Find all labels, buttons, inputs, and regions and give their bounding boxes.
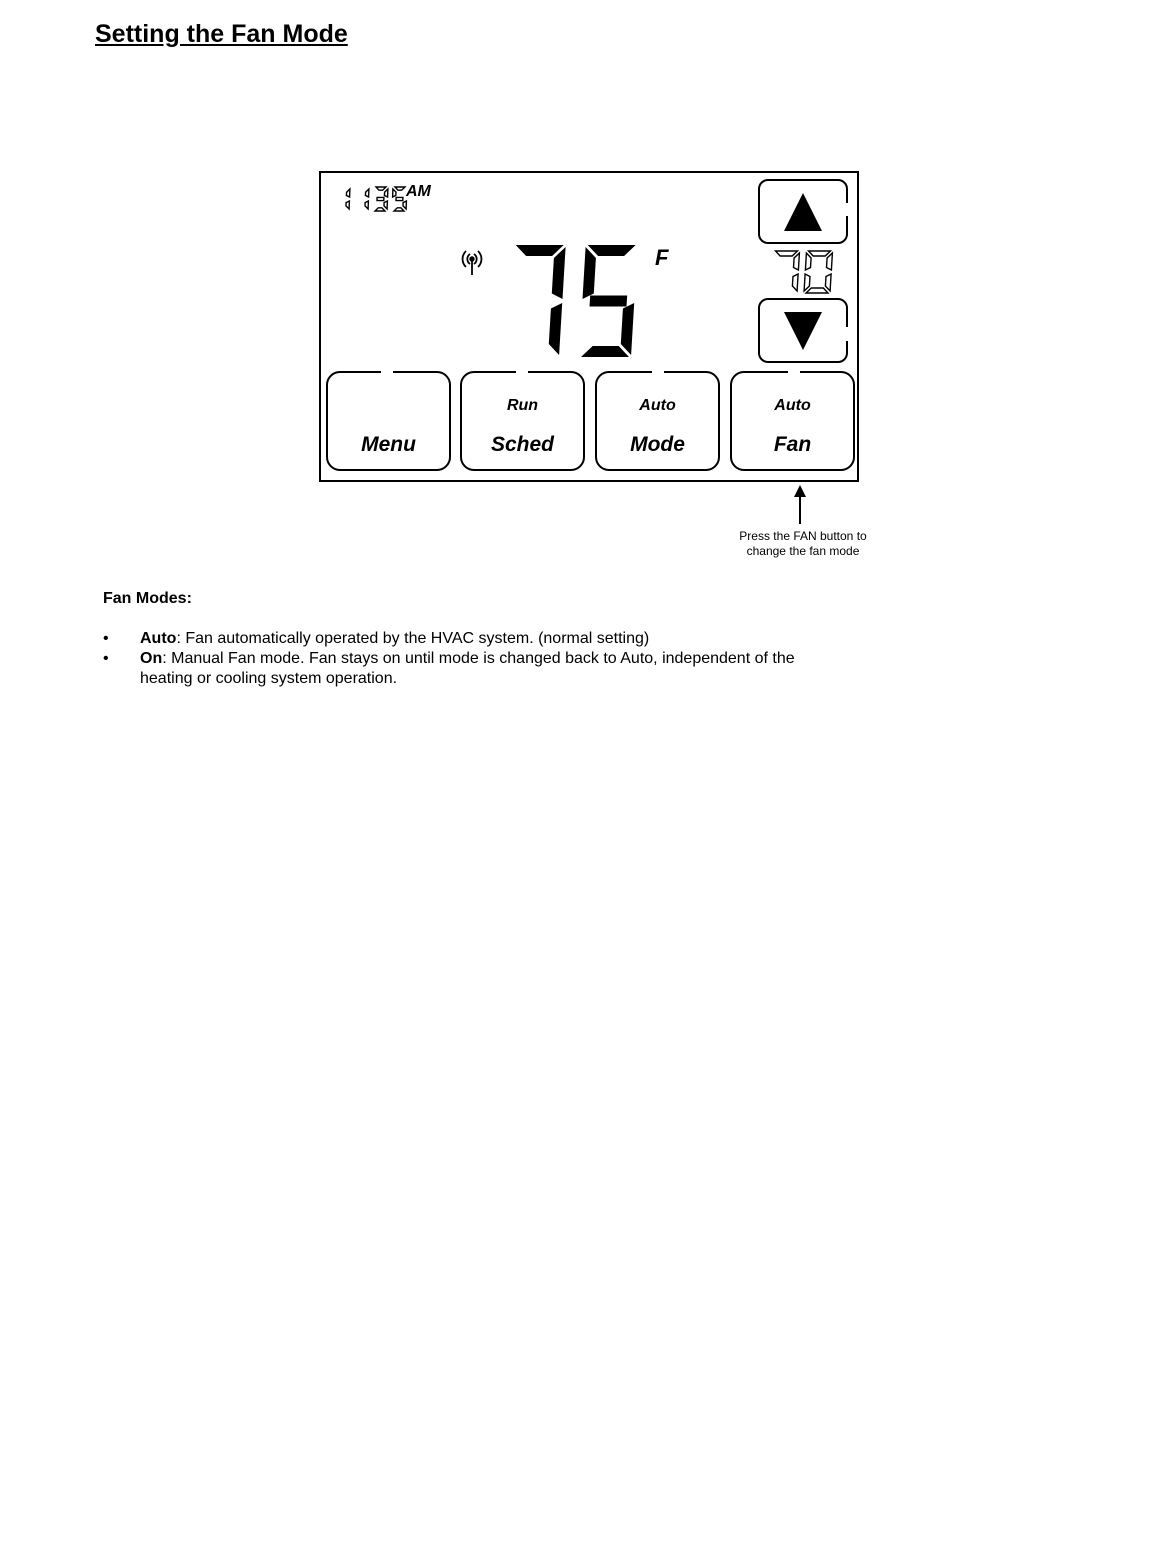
lcd-segment (552, 247, 566, 299)
lcd-segment (776, 251, 798, 256)
clock-time-readout (346, 187, 406, 211)
mode-description: : Fan automatically operated by the HVAC system. (normal setting) (176, 630, 650, 647)
lcd-segment (516, 245, 564, 256)
temperature-unit: F (655, 245, 669, 270)
fan-status: Auto (774, 397, 811, 414)
button-notch (516, 370, 528, 375)
lcd-segment (588, 245, 636, 256)
lcd-segment (827, 253, 833, 270)
lcd-segment (805, 253, 811, 270)
lcd-segment (346, 201, 349, 209)
lcd-segment (590, 296, 628, 307)
page-title: Setting the Fan Mode (95, 20, 348, 48)
lcd-segment (375, 208, 385, 211)
button-notch (652, 370, 664, 375)
sched-label: Sched (490, 433, 555, 456)
menu-label: Menu (361, 433, 416, 456)
fan-modes-list (103, 629, 803, 689)
lcd-segment (393, 189, 396, 197)
lcd-segment (621, 303, 634, 355)
lcd-segment (377, 197, 384, 200)
mode-description: : Manual Fan mode. Fan stays on until mode is changed back to Auto, independent of the heating or cooling system operation. (140, 650, 795, 687)
lcd-segment (384, 201, 387, 209)
thermostat-display (319, 171, 859, 482)
temp-up-button[interactable] (758, 179, 848, 244)
callout-line-2: change the fan mode (746, 544, 860, 558)
menu-softkey[interactable] (326, 371, 451, 471)
lcd-segment (794, 253, 800, 270)
fan-label: Fan (773, 433, 812, 456)
lcd-segment (403, 201, 406, 209)
lcd-segment (365, 189, 369, 197)
callout-arrow-icon (792, 484, 808, 526)
ampm-indicator: AM (406, 183, 431, 200)
lcd-segment (395, 187, 405, 190)
list-item (103, 649, 803, 689)
lcd-segment (365, 201, 368, 209)
setpoint-readout (776, 251, 833, 293)
button-notch (381, 370, 393, 375)
wireless-signal-icon (463, 251, 482, 275)
mode-label: Mode (630, 433, 685, 456)
button-edge-gap (844, 203, 849, 216)
lcd-segment (825, 274, 831, 291)
current-temperature-readout (516, 245, 636, 357)
lcd-segment (806, 288, 828, 293)
up-triangle-icon (783, 191, 823, 233)
mode-status: Auto (639, 397, 676, 414)
fan-button-callout (718, 529, 888, 559)
bullet-icon: • (103, 650, 109, 667)
sched-status: Run (506, 397, 539, 414)
mode-softkey[interactable] (595, 371, 720, 471)
lcd-segment (581, 346, 629, 357)
list-item (103, 629, 803, 649)
button-edge-gap (844, 327, 849, 340)
sched-softkey[interactable] (460, 371, 585, 471)
lcd-segment (792, 274, 798, 291)
lcd-segment (804, 274, 810, 291)
fan-modes-heading: Fan Modes: (103, 590, 192, 607)
lcd-segment (396, 197, 403, 200)
mode-term: Auto (140, 630, 177, 647)
bullet-icon: • (103, 630, 109, 647)
lcd-segment (394, 208, 404, 211)
lcd-segment (376, 187, 386, 190)
callout-line-1: Press the FAN button to (739, 529, 867, 543)
fan-softkey[interactable] (730, 371, 855, 471)
button-notch (788, 370, 800, 375)
lcd-segment (384, 189, 388, 197)
lcd-segment (549, 303, 562, 355)
lcd-segment (346, 189, 350, 197)
temp-down-button[interactable] (758, 298, 848, 363)
lcd-segment (583, 247, 596, 299)
down-triangle-icon (783, 310, 823, 352)
mode-term: On (140, 650, 163, 667)
lcd-segment (809, 251, 831, 256)
